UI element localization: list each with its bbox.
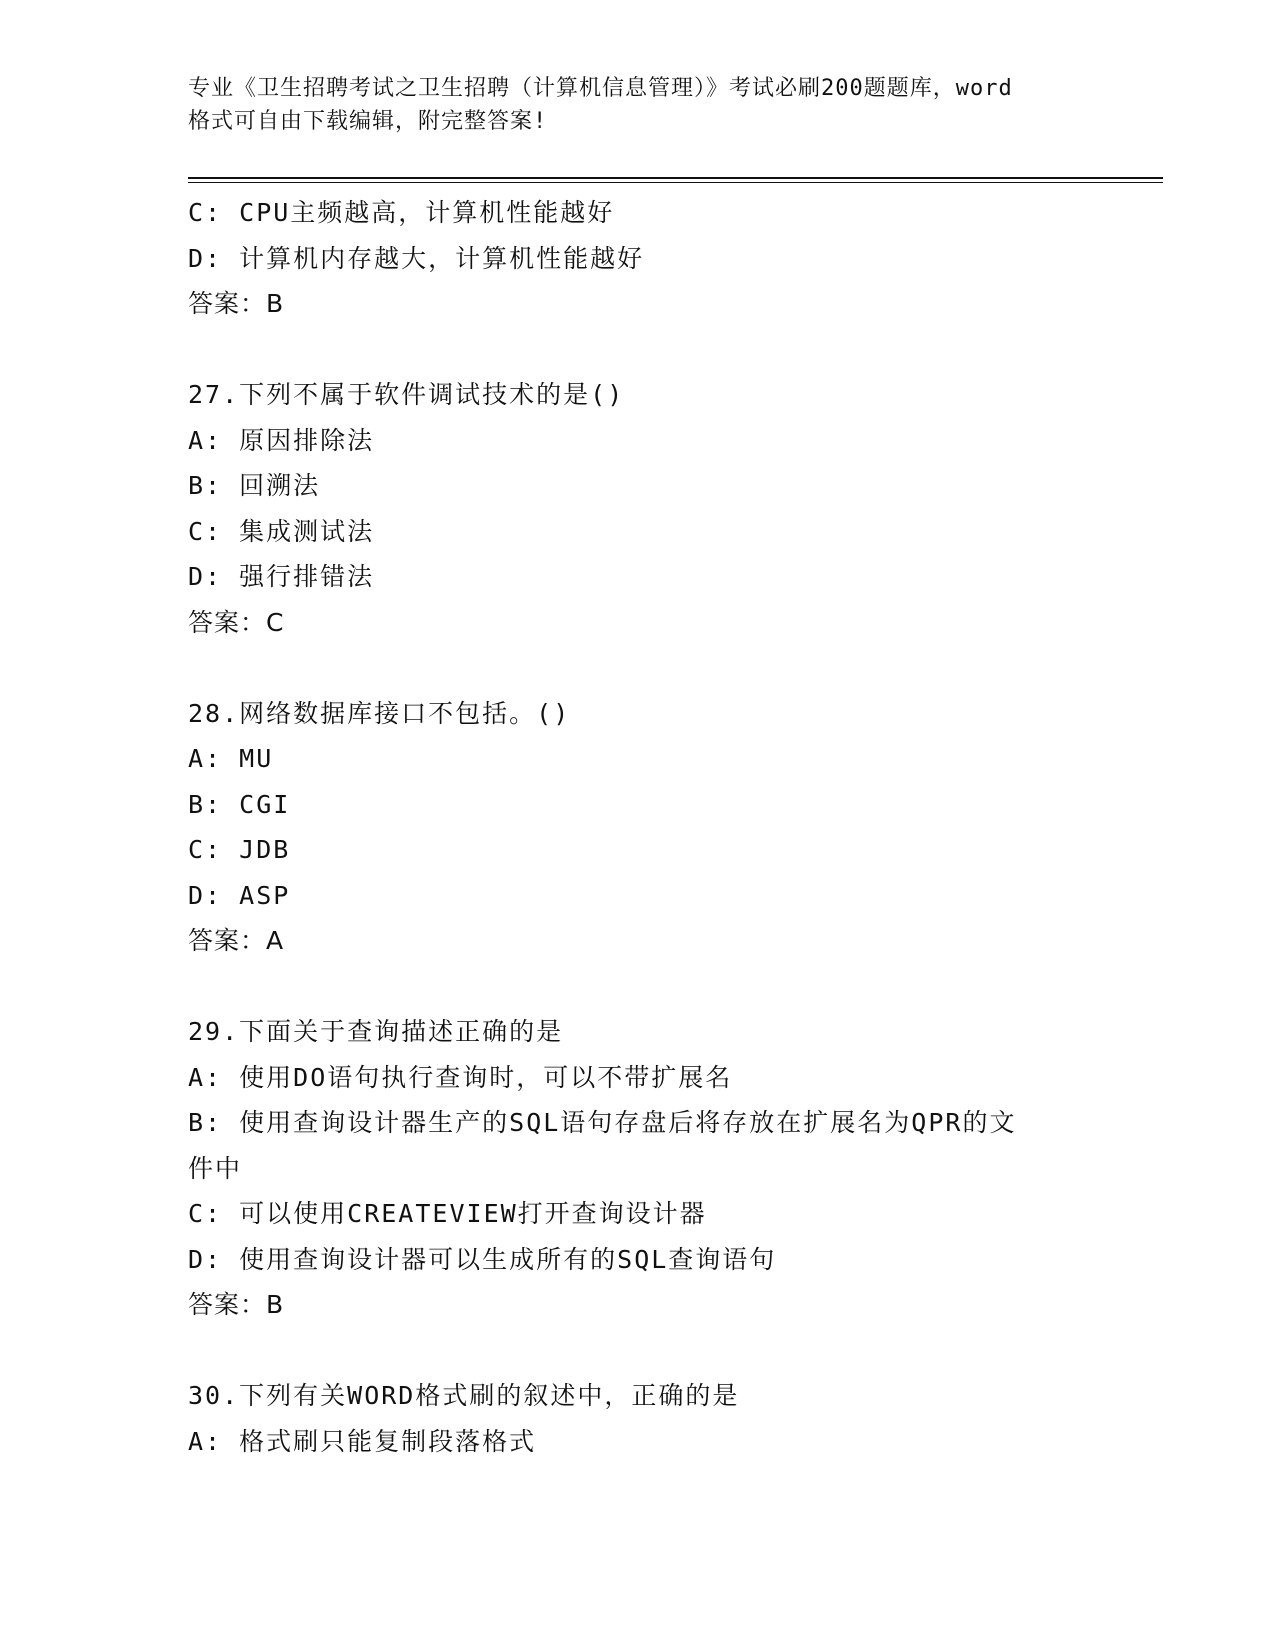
option-d: D: 计算机内存越大，计算机性能越好	[188, 243, 645, 273]
option-a: A: 使用DO语句执行查询时，可以不带扩展名	[188, 1062, 733, 1092]
option-b: B: 回溯法	[188, 471, 321, 500]
question-block-28	[188, 691, 1088, 964]
question-text: 27.下列不属于软件调试技术的是()	[188, 380, 625, 409]
option-c: C: 可以使用CREATEVIEW打开查询设计器	[188, 1199, 707, 1228]
option-a: A: 格式刷只能复制段落格式	[188, 1426, 537, 1456]
option-d: D: 强行排错法	[188, 562, 375, 591]
answer-line: 答案：B	[188, 1290, 285, 1319]
header-line-1: 专业《卫生招聘考试之卫生招聘（计算机信息管理）》考试必刷200题题库，word	[188, 76, 1013, 101]
option-c: C: 集成测试法	[188, 516, 375, 546]
header-divider-thin	[188, 182, 1163, 183]
question-block-29	[188, 1009, 1088, 1328]
question-block-27	[188, 372, 1088, 645]
option-d: D: 使用查询设计器可以生成所有的SQL查询语句	[188, 1244, 777, 1274]
option-c: C: JDB	[188, 835, 291, 864]
question-text: 30.下列有关WORD格式刷的叙述中，正确的是	[188, 1381, 740, 1410]
header-divider-thick	[188, 177, 1163, 179]
option-a: A: MU	[188, 744, 274, 773]
answer-line: 答案：C	[188, 607, 285, 637]
answer-line: 答案：A	[188, 926, 285, 955]
option-b-continued: 件中	[188, 1153, 243, 1183]
question-text: 28.网络数据库接口不包括。()	[188, 698, 571, 728]
question-text: 29.下面关于查询描述正确的是	[188, 1017, 564, 1046]
question-block-30	[188, 1373, 1088, 1464]
option-a: A: 原因排除法	[188, 425, 375, 455]
document-header	[188, 72, 1088, 138]
option-b: B: 使用查询设计器生产的SQL语句存盘后将存放在扩展名为QPR的文	[188, 1108, 1017, 1137]
question-block-26	[188, 190, 1088, 327]
answer-line: 答案：B	[188, 289, 285, 318]
header-line-2: 格式可自由下载编辑，附完整答案!	[188, 109, 548, 134]
option-c: C: CPU主频越高，计算机性能越好	[188, 198, 615, 227]
option-b: B: CGI	[188, 789, 291, 819]
question-list	[188, 190, 1088, 1464]
option-d: D: ASP	[188, 880, 291, 910]
